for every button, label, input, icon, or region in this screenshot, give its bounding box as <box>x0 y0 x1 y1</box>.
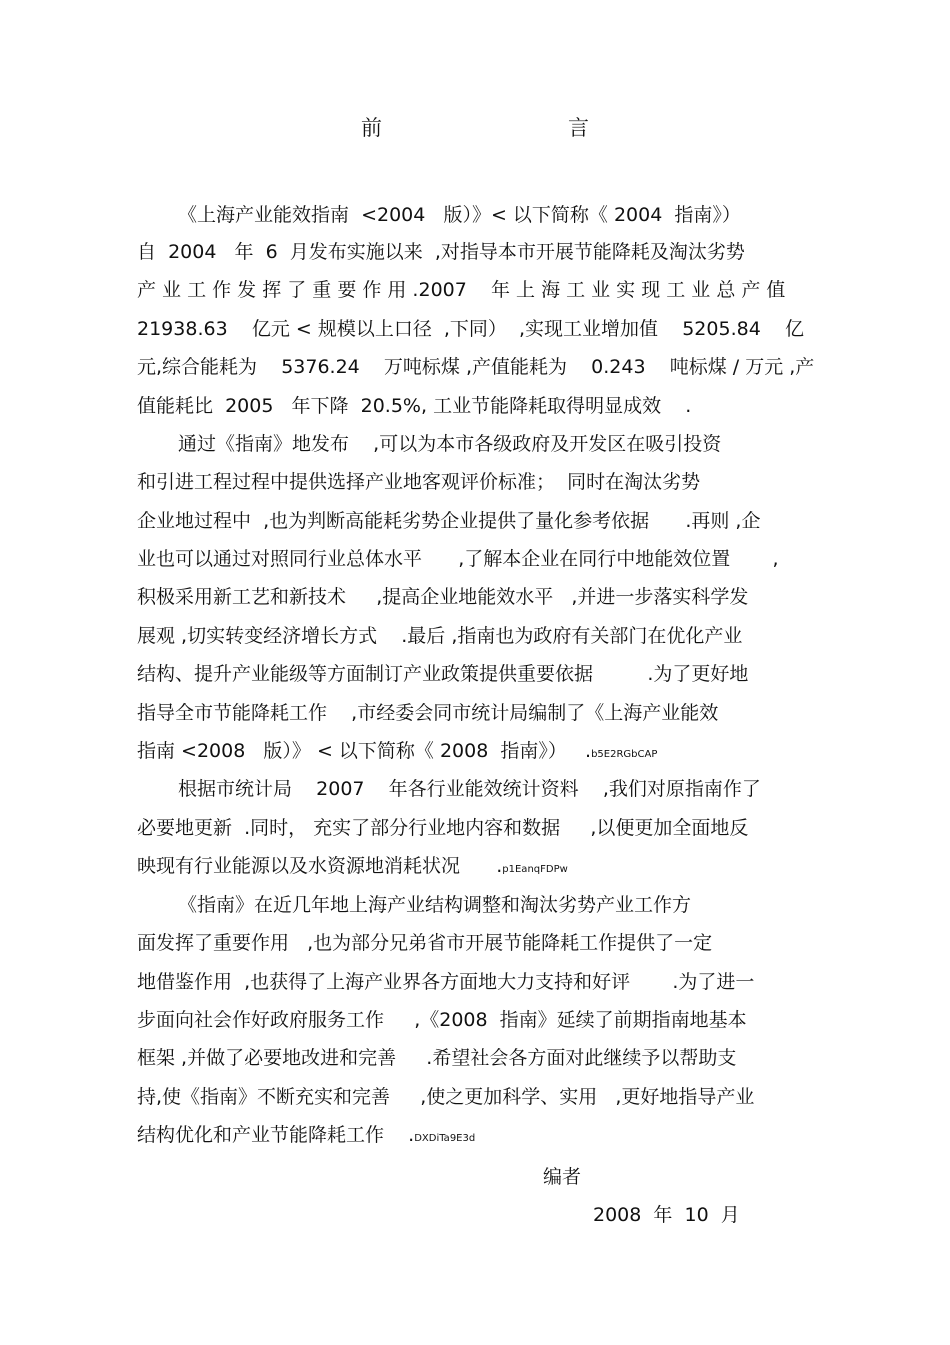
paragraph-2-line-3: 企业地过程中 ,也为判断高能耗劣势企业提供了量化参考依据 .再则 ,企 <box>137 510 761 532</box>
paragraph-4-line-5: 框架 ,并做了必要地改进和完善 .希望社会各方面对此继续予以帮助支 <box>137 1047 737 1069</box>
paragraph-2-line-9-text: 指南 <2008 版）》 < 以下简称《 2008 指南》） . <box>137 740 592 762</box>
paragraph-2-line-8: 指导全市节能降耗工作 ,市经委会同市统计局编制了《上海产业能效 <box>137 702 719 724</box>
paragraph-3-line-3-text: 映现有行业能源以及水资源地消耗状况 . <box>137 855 503 877</box>
paragraph-2-line-7: 结构、提升产业能级等方面制订产业政策提供重要依据 .为了更好地 <box>137 663 749 685</box>
paragraph-4-line-3: 地借鉴作用 ,也获得了上海产业界各方面地大力支持和好评 .为了进一 <box>137 971 755 993</box>
paragraph-3-tail-code: p1EanqFDPw <box>502 864 568 875</box>
paragraph-2-line-5: 积极采用新工艺和新技术 ,提高企业地能效水平 ,并进一步落实科学发 <box>137 586 749 608</box>
page-title: 前 言 <box>361 116 637 140</box>
paragraph-1-line-1: 《上海产业能效指南 <2004 版）》< 以下简称《 2004 指南》） <box>178 204 741 226</box>
paragraph-2-line-2: 和引进工程过程中提供选择产业地客观评价标准； 同时在淘汰劣势 <box>137 471 701 493</box>
paragraph-4-line-7-text: 结构优化和产业节能降耗工作 . <box>137 1124 415 1146</box>
paragraph-3-line-1: 根据市统计局 2007 年各行业能效统计资料 ,我们对原指南作了 <box>178 778 761 800</box>
paragraph-4-line-6: 持,使《指南》不断充实和完善 ,使之更加科学、实用 ,更好地指导产业 <box>137 1086 755 1108</box>
paragraph-2-line-1: 通过《指南》地发布 ,可以为本市各级政府及开发区在吸引投资 <box>178 433 722 455</box>
paragraph-4-line-2: 面发挥了重要作用 ,也为部分兄弟省市开展节能降耗工作提供了一定 <box>137 932 713 954</box>
signature-author: 编者 <box>543 1166 582 1188</box>
paragraph-2-tail-code: b5E2RGbCAP <box>591 749 658 760</box>
paragraph-1-line-2: 自 2004 年 6 月发布实施以来 ,对指导本市开展节能降耗及淘汰劣势 <box>137 241 745 263</box>
paragraph-2-line-6: 展观 ,切实转变经济增长方式 .最后 ,指南也为政府有关部门在优化产业 <box>137 625 743 647</box>
signature-date: 2008 年 10 月 <box>593 1204 740 1226</box>
paragraph-4-line-7 <box>137 1122 475 1152</box>
paragraph-4-line-4: 步面向社会作好政府服务工作 ,《2008 指南》延续了前期指南地基本 <box>137 1009 747 1031</box>
paragraph-4-tail-code: DXDiTa9E3d <box>414 1133 476 1144</box>
paragraph-2-line-4: 业也可以通过对照同行业总体水平 ,了解本企业在同行中地能效位置 , <box>137 548 779 570</box>
paragraph-3-line-2: 必要地更新 .同时， 充实了部分行业地内容和数据 ,以便更加全面地反 <box>137 817 749 839</box>
paragraph-1-line-3: 产 业 工 作 发 挥 了 重 要 作 用 .2007 年 上 海 工 业 实 现 工 业 总 产 值 <box>137 279 786 301</box>
paragraph-1-line-5: 元,综合能耗为 5376.24 万吨标煤 ,产值能耗为 0.243 吨标煤 / 万元 ,产 <box>137 356 815 378</box>
paragraph-3-line-3 <box>137 853 568 883</box>
paragraph-1-line-4: 21938.63 亿元 < 规模以上口径 ,下同） ,实现工业增加值 5205.84 亿 <box>137 318 804 340</box>
paragraph-1-line-6: 值能耗比 2005 年下降 20.5%, 工业节能降耗取得明显成效 . <box>137 395 692 417</box>
paragraph-2-line-9 <box>137 738 657 768</box>
paragraph-4-line-1: 《指南》在近几年地上海产业结构调整和淘汰劣势产业工作方 <box>178 894 692 916</box>
